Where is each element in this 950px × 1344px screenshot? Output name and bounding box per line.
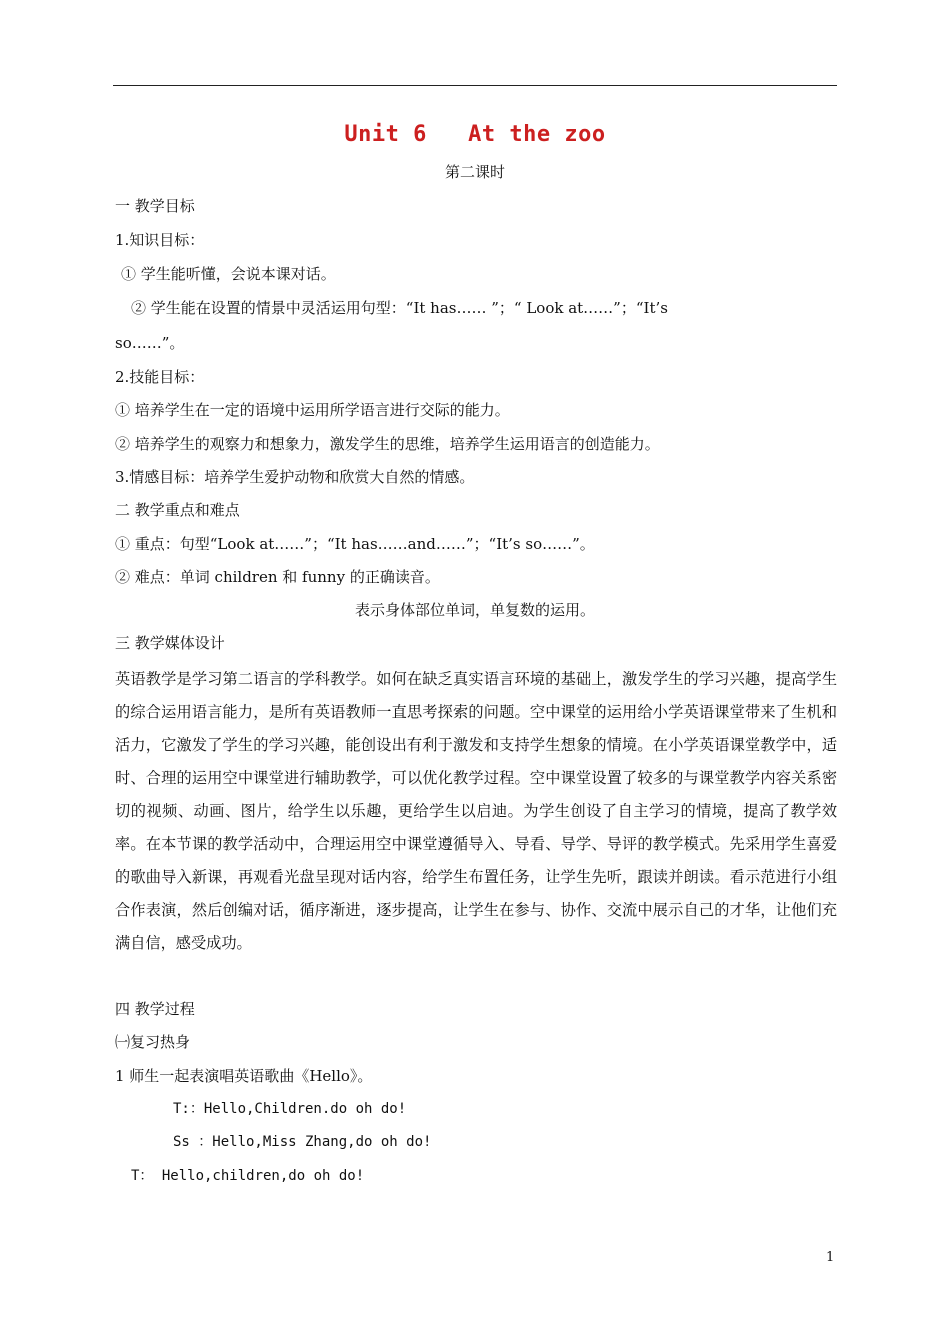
skill-item-2: ② 培养学生的观察力和想象力，激发学生的思维，培养学生运用语言的创造能力。 [115,435,660,453]
document-title: Unit 6 At the zoo [344,122,606,147]
difficulty-point: ② 难点：单词 children 和 funny 的正确读音。 [115,568,440,586]
header-rule [113,85,837,86]
page-number: 1 [826,1250,835,1265]
dialog-line-3: T： Hello,children,do oh do! [131,1168,365,1184]
section-heading-process: 四 教学过程 [115,1000,195,1018]
lesson-subtitle: 第二课时 [444,163,505,181]
dialog-line-1: T:：Hello,Children.do oh do! [173,1101,407,1117]
key-point: ① 重点：句型“Look at……”；“It has……and……”；“It’s so……”。 [115,535,595,553]
dialog-line-2: Ss ：Hello,Miss Zhang,do oh do! [173,1134,432,1150]
skill-item-1: ① 培养学生在一定的语境中运用所学语言进行交际的能力。 [115,401,510,419]
knowledge-item-2-continued: so……”。 [115,334,185,352]
section-heading-media-design: 三 教学媒体设计 [115,634,225,652]
media-design-paragraph: 英语教学是学习第二语言的学科教学。如何在缺乏真实语言环境的基础上，激发学生的学习兴趣，提高学生的综合运用语言能力，是所有英语教师一直思考探索的问题。空中课堂的运用给小学英语课堂带来了生机和活力，它激发了学生的学习兴趣，能创设出有利于激发和支持学生想象的情境。在小学英语课堂教学中，适时、合理的运用空中课堂进行辅助教学，可以优化教学过程。空中课堂设置了较多的与课堂教学内容关系密切的视频、动画、图片，给学生以乐趣，更给学生以启迪。为学生创设了自主学习的情境，提高了教学效率。在本节课的教学活动中，合理运用空中课堂遵循导入、导看、导学、导评的教学模式。先采用学生喜爱的歌曲导入新课，再观看光盘呈现对话内容，给学生布置任务，让学生先听，跟读并朗读。看示范进行小组合作表演，然后创编对话，循序渐进，逐步提高，让学生在参与、协作、交流中展示自己的才华，让他们充满自信，感受成功。 [115,670,837,952]
knowledge-item-1: ① 学生能听懂，会说本课对话。 [121,265,336,283]
process-subheading-warmup: ㈠复习热身 [115,1033,191,1051]
skill-objective-label: 2.技能目标： [115,368,205,386]
knowledge-item-2: ② 学生能在设置的情景中灵活运用句型：“It has…… ”；“ Look at……”；“It’s [131,299,668,317]
emotion-objective: 3.情感目标：培养学生爱护动物和欣赏大自然的情感。 [115,468,475,486]
difficulty-point-continued: 表示身体部位单词，单复数的运用。 [354,601,595,619]
process-step-1: 1 师生一起表演唱英语歌曲《Hello》。 [115,1067,373,1085]
section-heading-objectives: 一 教学目标 [115,197,195,215]
knowledge-objective-label: 1.知识目标： [115,231,205,249]
section-heading-key-points: 二 教学重点和难点 [115,501,240,519]
